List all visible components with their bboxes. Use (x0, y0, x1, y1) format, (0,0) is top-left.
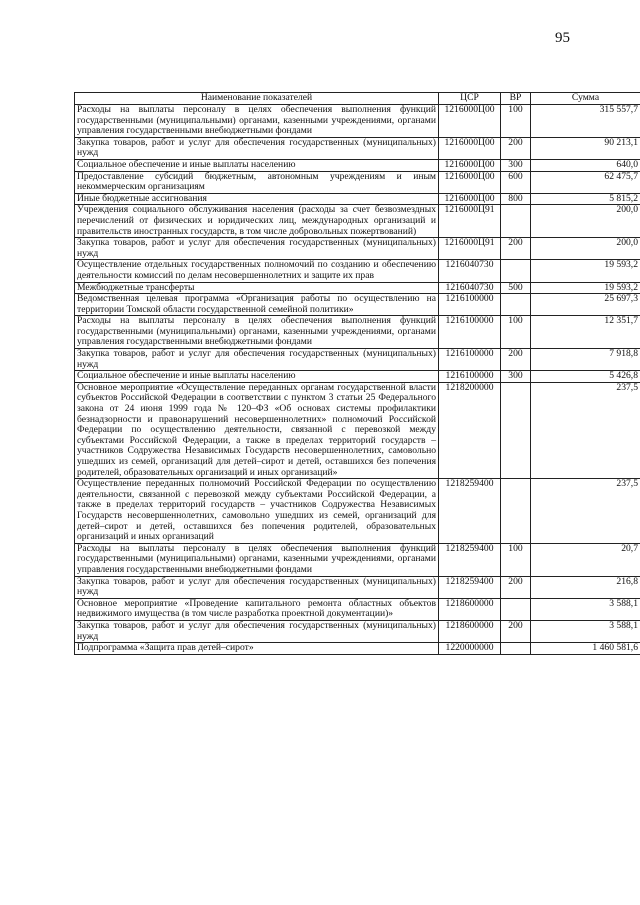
table-row (75, 371, 640, 383)
table-row (75, 282, 640, 294)
cell-csr: 1218200000 (439, 382, 501, 478)
cell-name: Закупка товаров, работ и услуг для обеспечения государственных (муниципальных) нужд (75, 349, 439, 371)
table-row (75, 349, 640, 371)
table-row (75, 382, 640, 478)
cell-sum: 3 588,1 (531, 598, 640, 620)
cell-sum: 640,0 (531, 159, 640, 171)
table-row (75, 643, 640, 655)
cell-name: Осуществление отдельных государственных полномочий по созданию и обеспечению деятельности комиссий по делам несовершеннолетних и защите их прав (75, 260, 439, 282)
cell-name: Закупка товаров, работ и услуг для обеспечения государственных (муниципальных) нужд (75, 238, 439, 260)
table-row (75, 238, 640, 260)
cell-vr: 200 (501, 620, 531, 642)
cell-sum: 19 593,2 (531, 260, 640, 282)
cell-csr: 1216040730 (439, 260, 501, 282)
table-row (75, 620, 640, 642)
table-row (75, 137, 640, 159)
cell-name: Учреждения социального обслуживания населения (расходы за счет безвозмездных перечислений от физических и юридических лиц, международных организаций и правительств иностранных государств, в том числе добровольных пожертвований) (75, 205, 439, 238)
cell-csr: 1218259400 (439, 576, 501, 598)
table-header-row (75, 93, 640, 105)
page-number: 95 (555, 30, 570, 46)
cell-name: Предоставление субсидий бюджетным, автономным учреждениям и иным некоммерческим организациям (75, 171, 439, 193)
cell-sum: 20,7 (531, 543, 640, 576)
cell-vr: 200 (501, 576, 531, 598)
table-row (75, 260, 640, 282)
cell-sum: 237,5 (531, 479, 640, 544)
cell-vr: 100 (501, 543, 531, 576)
header-vr: ВР (501, 93, 531, 105)
cell-name: Социальное обеспечение и иные выплаты населению (75, 371, 439, 383)
header-name: Наименование показателей (75, 93, 439, 105)
cell-sum: 7 918,8 (531, 349, 640, 371)
cell-csr: 1216100000 (439, 316, 501, 349)
cell-csr: 1216000Ц91 (439, 238, 501, 260)
cell-vr: 500 (501, 282, 531, 294)
cell-csr: 1216100000 (439, 349, 501, 371)
cell-csr: 1216100000 (439, 371, 501, 383)
cell-csr: 1220000000 (439, 643, 501, 655)
cell-csr: 1216100000 (439, 294, 501, 316)
header-sum: Сумма (531, 93, 640, 105)
cell-vr (501, 205, 531, 238)
cell-name: Закупка товаров, работ и услуг для обеспечения государственных (муниципальных) нужд (75, 137, 439, 159)
cell-vr: 800 (501, 193, 531, 205)
table-row (75, 193, 640, 205)
cell-sum: 5 426,8 (531, 371, 640, 383)
cell-csr: 1216000Ц00 (439, 171, 501, 193)
cell-vr: 200 (501, 349, 531, 371)
cell-name: Закупка товаров, работ и услуг для обеспечения государственных (муниципальных) нужд (75, 620, 439, 642)
cell-vr: 300 (501, 371, 531, 383)
cell-vr (501, 479, 531, 544)
cell-sum: 315 557,7 (531, 105, 640, 138)
cell-name: Основное мероприятие «Осуществление переданных органам государственной власти субъектов Российской Федерации в соответствии с пунктом 3 статьи 25 Федерального закона от 24 июня 1999 года № 120–ФЗ «Об основах системы профилактики безнадзорности и правонарушений несовершеннолетних» полномочий Российской Федерации по осуществлению деятельности, связанной с перевозкой между субъектами Российской Федерации, а также в пределах территорий государств – участников Содружества Независимых Государств несовершеннолетних, самовольно ушедших из семей, организаций для детей–сирот и детей, оставшихся без попечения родителей, образовательных организаций и иных организаций» (75, 382, 439, 478)
cell-sum: 200,0 (531, 205, 640, 238)
cell-name: Социальное обеспечение и иные выплаты населению (75, 159, 439, 171)
cell-sum: 1 460 581,6 (531, 643, 640, 655)
cell-name: Расходы на выплаты персоналу в целях обеспечения выполнения функций государственными (муниципальными) органами, казенными учреждениями, органами управления государственными внебюджетными фондами (75, 543, 439, 576)
cell-csr: 1218259400 (439, 543, 501, 576)
cell-sum: 12 351,7 (531, 316, 640, 349)
table-row (75, 105, 640, 138)
cell-sum: 19 593,2 (531, 282, 640, 294)
table-row (75, 598, 640, 620)
cell-csr: 1216000Ц00 (439, 159, 501, 171)
table-row (75, 479, 640, 544)
table-row (75, 316, 640, 349)
cell-sum: 5 815,2 (531, 193, 640, 205)
budget-table (74, 92, 640, 655)
cell-name: Межбюджетные трансферты (75, 282, 439, 294)
cell-vr: 100 (501, 105, 531, 138)
cell-vr: 600 (501, 171, 531, 193)
table-row (75, 205, 640, 238)
cell-csr: 1218600000 (439, 598, 501, 620)
cell-csr: 1216040730 (439, 282, 501, 294)
cell-sum: 25 697,3 (531, 294, 640, 316)
cell-sum: 3 588,1 (531, 620, 640, 642)
table-row (75, 294, 640, 316)
cell-vr: 200 (501, 137, 531, 159)
cell-name: Ведомственная целевая программа «Организация работы по осуществлению на территории Томской области государственной семейной политики» (75, 294, 439, 316)
table-row (75, 159, 640, 171)
cell-name: Расходы на выплаты персоналу в целях обеспечения выполнения функций государственными (муниципальными) органами, казенными учреждениями, органами управления государственными внебюджетными фондами (75, 316, 439, 349)
table-row (75, 543, 640, 576)
cell-vr: 100 (501, 316, 531, 349)
cell-csr: 1216000Ц00 (439, 105, 501, 138)
cell-vr (501, 260, 531, 282)
cell-sum: 90 213,1 (531, 137, 640, 159)
cell-csr: 1218259400 (439, 479, 501, 544)
cell-name: Основное мероприятие «Проведение капитального ремонта областных объектов недвижимого имущества (в том числе разработка проектной документации)» (75, 598, 439, 620)
cell-vr: 300 (501, 159, 531, 171)
cell-vr (501, 294, 531, 316)
cell-vr (501, 598, 531, 620)
cell-name: Закупка товаров, работ и услуг для обеспечения государственных (муниципальных) нужд (75, 576, 439, 598)
cell-sum: 237,5 (531, 382, 640, 478)
cell-name: Подпрограмма «Защита прав детей–сирот» (75, 643, 439, 655)
cell-vr (501, 643, 531, 655)
table-row (75, 171, 640, 193)
cell-name: Осуществление переданных полномочий Российской Федерации по осуществлению деятельности, связанной с перевозкой между субъектами Российской Федерации, а также в пределах территорий государств – участников Содружества Независимых Государств несовершеннолетних, самовольно ушедших из семей, организаций для детей–сирот и детей, оставшихся без попечения родителей, образовательных организаций и иных организаций (75, 479, 439, 544)
cell-sum: 62 475,7 (531, 171, 640, 193)
cell-csr: 1216000Ц00 (439, 137, 501, 159)
cell-name: Иные бюджетные ассигнования (75, 193, 439, 205)
table-row (75, 576, 640, 598)
header-csr: ЦСР (439, 93, 501, 105)
cell-vr: 200 (501, 238, 531, 260)
cell-csr: 1216000Ц91 (439, 205, 501, 238)
cell-name: Расходы на выплаты персоналу в целях обеспечения выполнения функций государственными (муниципальными) органами, казенными учреждениями, органами управления государственными внебюджетными фондами (75, 105, 439, 138)
cell-csr: 1216000Ц00 (439, 193, 501, 205)
cell-sum: 216,8 (531, 576, 640, 598)
cell-sum: 200,0 (531, 238, 640, 260)
cell-vr (501, 382, 531, 478)
cell-csr: 1218600000 (439, 620, 501, 642)
